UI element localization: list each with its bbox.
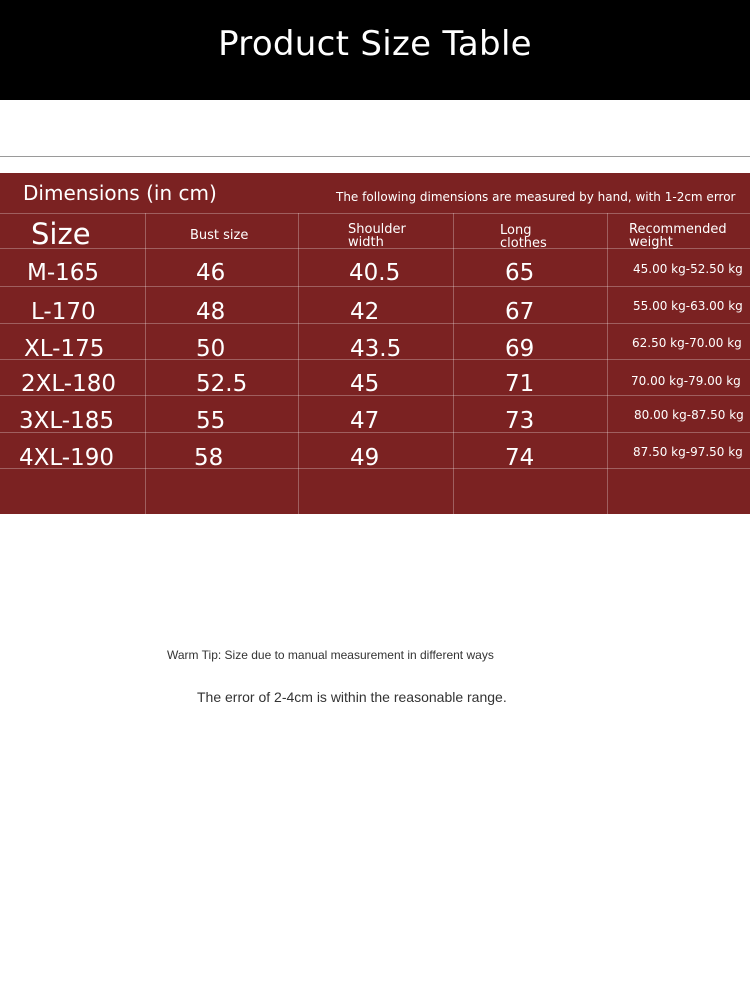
cell-length: 71	[505, 371, 535, 397]
table-title: Dimensions (in cm)	[23, 181, 217, 205]
column-header-length-line2: clothes	[500, 236, 547, 251]
size-table	[0, 173, 750, 514]
column-header-weight	[629, 223, 727, 249]
cell-shoulder: 43.5	[350, 336, 402, 362]
cell-shoulder: 45	[350, 371, 380, 397]
warm-tip-line2: The error of 2-4cm is within the reasonable range.	[197, 689, 507, 705]
cell-bust: 46	[196, 260, 226, 286]
column-header-shoulder	[348, 223, 406, 249]
cell-weight: 70.00 kg-79.00 kg	[631, 374, 741, 388]
column-header-shoulder-line2: width	[348, 235, 384, 250]
cell-weight: 45.00 kg-52.50 kg	[633, 262, 743, 276]
column-header-size: Size	[31, 217, 91, 251]
column-header-weight-line1: Recommended	[629, 222, 727, 237]
cell-length: 65	[505, 260, 535, 286]
warm-tip-line1: Warm Tip: Size due to manual measurement in different ways	[167, 648, 494, 662]
cell-bust: 48	[196, 299, 226, 325]
cell-length: 69	[505, 336, 535, 362]
cell-size: 3XL-185	[19, 408, 114, 434]
cell-bust: 52.5	[196, 371, 248, 397]
row-divider	[0, 286, 750, 287]
cell-shoulder: 40.5	[349, 260, 401, 286]
cell-size: 2XL-180	[21, 371, 116, 397]
column-header-length	[500, 224, 547, 250]
measurement-note: The following dimensions are measured by hand, with 1-2cm error	[336, 190, 736, 204]
column-header-length-line1: Long	[500, 223, 532, 238]
cell-bust: 50	[196, 336, 226, 362]
cell-shoulder: 42	[350, 299, 380, 325]
cell-shoulder: 49	[350, 445, 380, 471]
page-header	[0, 0, 750, 100]
cell-weight: 55.00 kg-63.00 kg	[633, 299, 743, 313]
cell-bust: 58	[194, 445, 224, 471]
cell-bust: 55	[196, 408, 226, 434]
column-header-bust: Bust size	[190, 228, 249, 243]
cell-size: XL-175	[24, 336, 105, 362]
cell-length: 67	[505, 299, 535, 325]
cell-weight: 62.50 kg-70.00 kg	[632, 336, 742, 350]
cell-shoulder: 47	[350, 408, 380, 434]
cell-size: L-170	[31, 299, 96, 325]
row-divider	[0, 213, 750, 214]
divider	[0, 156, 750, 157]
cell-size: 4XL-190	[19, 445, 114, 471]
cell-size: M-165	[27, 260, 100, 286]
page-title: Product Size Table	[218, 24, 532, 64]
column-header-shoulder-line1: Shoulder	[348, 222, 406, 237]
cell-weight: 80.00 kg-87.50 kg	[634, 408, 744, 422]
column-header-weight-line2: weight	[629, 235, 673, 250]
cell-length: 73	[505, 408, 535, 434]
cell-length: 74	[505, 445, 535, 471]
cell-weight: 87.50 kg-97.50 kg	[633, 445, 743, 459]
